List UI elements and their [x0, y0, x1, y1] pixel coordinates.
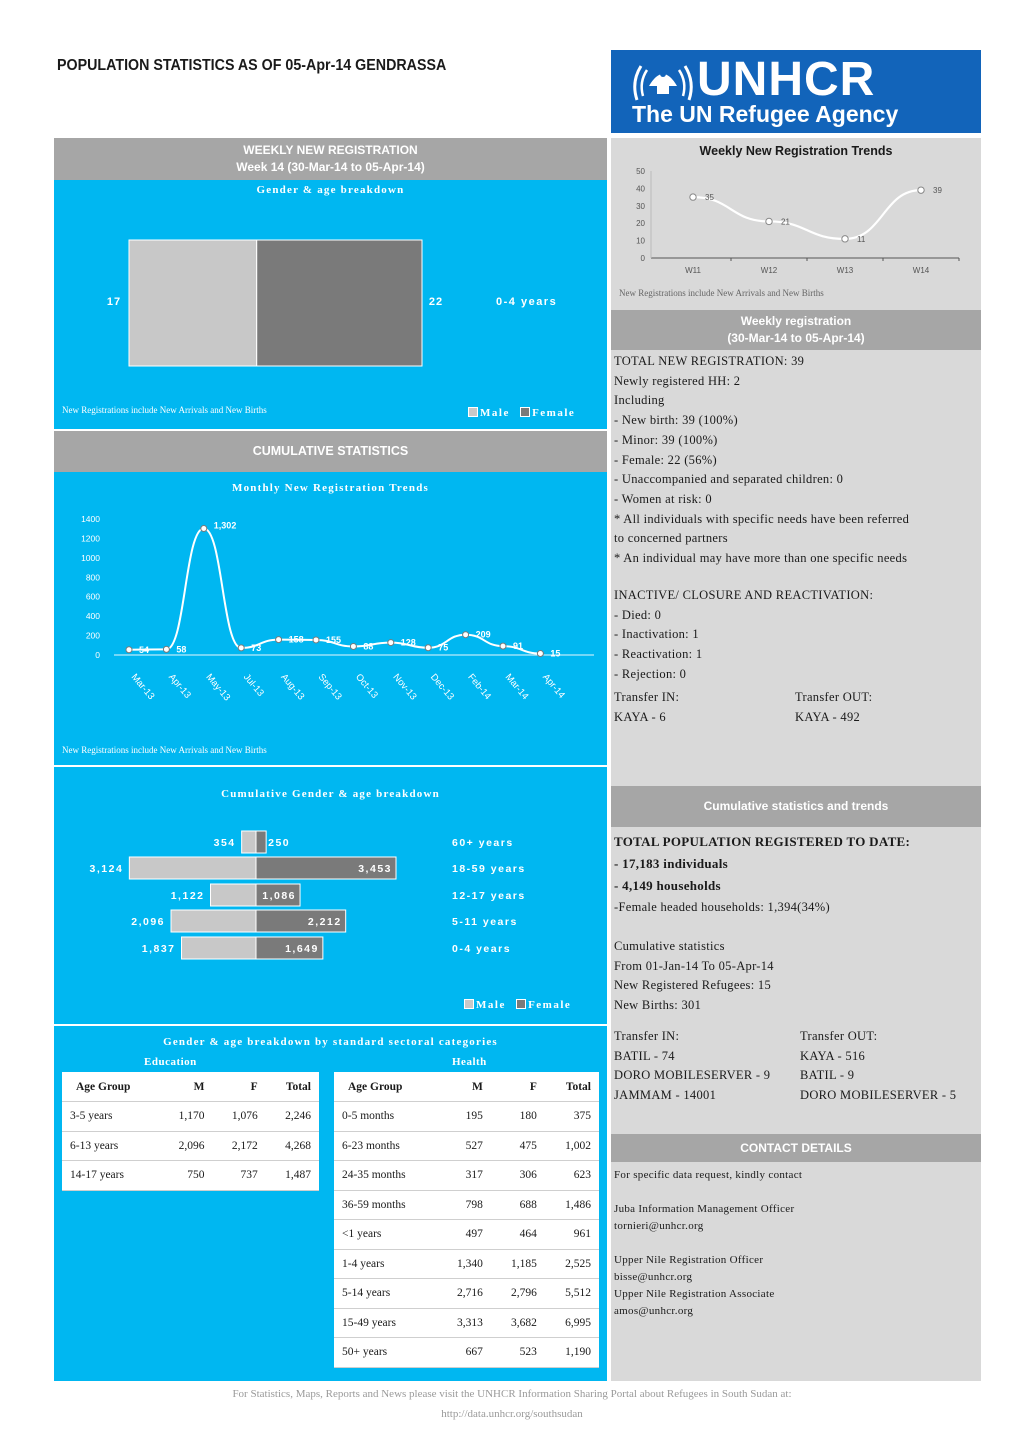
age-group-cell: 15-49 years [334, 1308, 437, 1338]
cumulative-statistics-header: CUMULATIVE STATISTICS [54, 431, 607, 472]
female-value-label: 250 [268, 837, 291, 849]
bar-male [211, 884, 256, 906]
male-cell: 527 [437, 1131, 491, 1161]
weekly-header-line2: Week 14 (30-Mar-14 to 05-Apr-14) [236, 160, 425, 174]
pyramid-legend-female-swatch [516, 999, 526, 1009]
total-population-line: TOTAL POPULATION REGISTERED TO DATE: [614, 834, 911, 849]
female-cell: 688 [491, 1190, 545, 1220]
total-cell: 2,525 [545, 1249, 599, 1279]
male-value-label: 354 [213, 837, 236, 849]
age-category-label: 18-59 years [452, 863, 526, 875]
table-row [334, 1102, 599, 1132]
footer [0, 1384, 1024, 1424]
weekly-gender-title: Gender & age breakdown [256, 184, 405, 196]
cumulative-transfer-out-line: KAYA - 516 [800, 1048, 866, 1063]
bar-female-0-4 [257, 240, 422, 366]
total-population-line: - 17,183 individuals [614, 856, 729, 871]
contact-line: Upper Nile Registration Associate [614, 1288, 775, 1300]
transfer-in-value: KAYA - 6 [614, 709, 666, 724]
male-cell: 497 [437, 1220, 491, 1250]
data-point [163, 646, 169, 652]
female-cell: 1,076 [212, 1102, 265, 1132]
education-label: Education [144, 1056, 197, 1068]
age-category-label: 0-4 years [452, 943, 512, 955]
male-cell: 798 [437, 1190, 491, 1220]
data-point [388, 640, 394, 646]
age-category-label: 12-17 years [452, 890, 526, 902]
table-row [334, 1220, 599, 1250]
x-tick-label: Nov-13 [390, 671, 419, 703]
y-tick-label: 800 [85, 572, 100, 583]
cumulative-gender-panel [54, 767, 607, 1024]
health-label: Health [452, 1056, 487, 1068]
female-cell: 475 [491, 1131, 545, 1161]
age-group-cell: 14-17 years [62, 1161, 159, 1191]
health-table [334, 1072, 599, 1368]
weekly-reg-line: Newly registered HH: 2 [614, 373, 741, 388]
x-tick-label: Dec-13 [427, 671, 457, 703]
transfer-out [795, 688, 872, 727]
education-header-row [62, 1072, 319, 1102]
table-row [334, 1161, 599, 1191]
y-tick-label: 30 [636, 201, 645, 211]
cumulative-line: Cumulative statistics [614, 939, 725, 953]
table-row [334, 1249, 599, 1279]
footer-link[interactable]: http://data.unhcr.org/southsudan [441, 1408, 583, 1420]
weekly-registration-header [54, 138, 607, 180]
age-group-cell: 5-14 years [334, 1279, 437, 1309]
transfer-out-value: KAYA - 492 [795, 709, 861, 724]
x-tick-label: Sep-13 [315, 671, 344, 703]
male-value-label: 1,122 [170, 890, 205, 902]
cumulative-details [614, 937, 980, 1016]
x-tick-label: W11 [685, 266, 701, 275]
legend-female-label: Female [532, 407, 576, 419]
data-label: 209 [475, 629, 491, 640]
data-point [425, 645, 431, 651]
contact-line: Upper Nile Registration Officer [614, 1254, 764, 1266]
contact-header: CONTACT DETAILS [611, 1134, 981, 1162]
cumulative-trends-header: Cumulative statistics and trends [611, 786, 981, 827]
weekly-reg-line: * An individual may have more than one specific needs [614, 551, 908, 566]
data-point [313, 637, 319, 643]
pyramid-legend-male-label: Male [476, 999, 506, 1011]
monthly-trend-chart [54, 472, 607, 765]
total-cell: 375 [545, 1102, 599, 1132]
age-group-cell: 24-35 months [334, 1161, 437, 1191]
female-value-label: 3,453 [358, 863, 392, 875]
contact-line [614, 1235, 980, 1252]
female-value-label: 2,212 [307, 916, 342, 928]
total-cell: 5,512 [545, 1279, 599, 1309]
table-row [62, 1161, 319, 1191]
data-label: 88 [363, 641, 374, 652]
weekly-reg-line: - New birth: 39 (100%) [614, 413, 738, 428]
age-group-cell: 6-13 years [62, 1131, 159, 1161]
total-cell: 1,487 [266, 1161, 319, 1191]
female-cell: 1,185 [491, 1249, 545, 1279]
sectoral-tables-panel [54, 1026, 607, 1381]
weekly-reg-line: - Women at risk: 0 [614, 491, 712, 506]
male-cell: 195 [437, 1102, 491, 1132]
female-cell: 306 [491, 1161, 545, 1191]
weekly-reg-header-line2: (30-Mar-14 to 05-Apr-14) [727, 331, 865, 345]
col-f: F [212, 1072, 265, 1102]
transfer-in [614, 688, 679, 727]
legend-male-swatch [468, 407, 478, 417]
total-cell: 1,190 [545, 1338, 599, 1368]
data-label: 35 [705, 193, 714, 203]
data-point [276, 637, 282, 643]
male-value-label: 3,124 [89, 863, 124, 875]
table-row [62, 1102, 319, 1132]
total-cell: 6,995 [545, 1308, 599, 1338]
total-cell: 2,246 [266, 1102, 319, 1132]
inactive-details [614, 586, 980, 685]
weekly-legend [468, 407, 575, 419]
x-tick-label: Mar-14 [502, 671, 531, 702]
contact-line: bisse@unhcr.org [614, 1271, 693, 1283]
y-tick-label: 400 [85, 611, 100, 622]
sectoral-title: Gender & age breakdown by standard sectoral categories [163, 1036, 498, 1048]
cumulative-transfer-in-line: BATIL - 74 [614, 1048, 675, 1063]
col-age-group: Age Group [62, 1072, 159, 1102]
female-value-label: 1,649 [285, 943, 319, 955]
x-tick-label: W13 [836, 266, 854, 275]
weekly-reg-details [614, 352, 980, 569]
pyramid-legend-male-swatch [464, 999, 474, 1009]
data-label: 54 [139, 644, 150, 655]
data-point [238, 645, 244, 651]
table-row [334, 1308, 599, 1338]
col-m: M [159, 1072, 212, 1102]
total-cell: 1,002 [545, 1131, 599, 1161]
y-tick-label: 600 [85, 591, 100, 602]
bar-female [256, 831, 266, 853]
education-table [62, 1072, 319, 1191]
data-point [918, 187, 924, 193]
cumulative-gender-title: Cumulative Gender & age breakdown [221, 788, 440, 800]
age-group-label: 0-4 years [496, 296, 558, 308]
weekly-note: New Registrations include New Arrivals and New Births [62, 405, 267, 415]
female-value-label: 1,086 [262, 890, 297, 902]
female-cell: 464 [491, 1220, 545, 1250]
y-tick-label: 200 [85, 630, 100, 641]
page-title: POPULATION STATISTICS AS OF 05-Apr-14 GENDRASSA [57, 57, 447, 74]
data-point [126, 647, 132, 653]
col-total: Total [266, 1072, 319, 1102]
x-tick-label: Apr-13 [166, 671, 193, 701]
bar-male [182, 937, 256, 959]
x-tick-label: Apr-14 [540, 671, 567, 701]
male-cell: 750 [159, 1161, 212, 1191]
weekly-gender-chart [54, 180, 607, 429]
data-label: 155 [326, 634, 342, 645]
unhcr-logo [611, 50, 981, 133]
weekly-reg-header [611, 310, 981, 350]
female-cell: 737 [212, 1161, 265, 1191]
monthly-note: New Registrations include New Arrivals and New Births [62, 745, 267, 755]
age-group-cell: 36-59 months [334, 1190, 437, 1220]
weekly-reg-line: Including [614, 393, 665, 408]
unhcr-emblem-icon [627, 56, 699, 104]
inactive-line: - Rejection: 0 [614, 666, 687, 681]
data-point [350, 643, 356, 649]
total-cell: 1,486 [545, 1190, 599, 1220]
female-headed-households: -Female headed households: 1,394(34%) [614, 900, 830, 914]
bar-male [171, 910, 256, 932]
data-label: 1,302 [213, 520, 237, 531]
table-row [334, 1190, 599, 1220]
contact-details [614, 1167, 980, 1320]
total-cell: 961 [545, 1220, 599, 1250]
inactive-line: INACTIVE/ CLOSURE AND REACTIVATION: [614, 588, 874, 602]
male-value-label: 1,837 [141, 943, 176, 955]
data-label: 21 [781, 217, 790, 227]
age-group-cell: 1-4 years [334, 1249, 437, 1279]
y-tick-label: 50 [636, 167, 645, 176]
inactive-line: - Inactivation: 1 [614, 627, 699, 642]
col-age-group: Age Group [334, 1072, 437, 1102]
pyramid-legend [464, 999, 571, 1011]
bar-male [242, 831, 256, 853]
weekly-reg-header-line1: Weekly registration [740, 314, 852, 328]
y-tick-label: 1400 [81, 514, 100, 524]
table-row [334, 1279, 599, 1309]
monthly-trend-panel [54, 472, 607, 765]
table-row [334, 1338, 599, 1368]
x-tick-label: May-13 [203, 671, 233, 704]
female-cell: 2,172 [212, 1131, 265, 1161]
inactive-line: - Reactivation: 1 [614, 647, 703, 662]
data-point [537, 651, 543, 657]
contact-line: tornieri@unhcr.org [614, 1220, 704, 1232]
cumulative-line: From 01-Jan-14 To 05-Apr-14 [614, 958, 774, 973]
male-cell: 1,340 [437, 1249, 491, 1279]
bar-male-0-4 [129, 240, 257, 366]
table-row [62, 1131, 319, 1161]
age-group-cell: 0-5 months [334, 1102, 437, 1132]
weekly-reg-line: - Unaccompanied and separated children: 0 [614, 472, 844, 487]
female-cell: 2,796 [491, 1279, 545, 1309]
data-label: 39 [933, 186, 942, 196]
data-label: 158 [288, 634, 304, 645]
health-header-row [334, 1072, 599, 1102]
female-cell: 180 [491, 1102, 545, 1132]
age-group-cell: 50+ years [334, 1338, 437, 1368]
data-label: 15 [550, 648, 561, 659]
table-row [334, 1131, 599, 1161]
data-label: 75 [438, 642, 449, 653]
logo-title: UNHCR [697, 53, 876, 106]
cumulative-line: New Registered Refugees: 15 [614, 978, 772, 993]
x-tick-label: W12 [760, 266, 778, 275]
legend-female-swatch [520, 407, 530, 417]
x-tick-label: Aug-13 [278, 671, 307, 703]
male-value-label: 2,096 [131, 916, 166, 928]
total-cell: 4,268 [266, 1131, 319, 1161]
weekly-trend-chart [611, 138, 981, 308]
footer-text: For Statistics, Maps, Reports and News please visit the UNHCR Information Sharing Portal about Refugees in South Sudan at: [232, 1388, 792, 1400]
y-tick-label: 0 [95, 650, 100, 660]
cumulative-line: New Births: 301 [614, 998, 702, 1013]
weekly-trend-line [693, 190, 921, 239]
cumulative-transfer-in-line: JAMMAM - 14001 [614, 1088, 717, 1103]
data-point [690, 194, 696, 200]
female-value-label: 22 [428, 296, 444, 308]
x-tick-label: W14 [912, 266, 930, 275]
total-population [614, 831, 980, 897]
weekly-reg-line: to concerned partners [614, 531, 728, 546]
cumulative-transfer-out [800, 1027, 956, 1106]
y-tick-label: 1000 [81, 552, 100, 563]
male-cell: 667 [437, 1338, 491, 1368]
data-point [842, 236, 848, 242]
col-f: F [491, 1072, 545, 1102]
cumulative-transfer-in [614, 1027, 770, 1106]
male-cell: 1,170 [159, 1102, 212, 1132]
cumulative-transfer-in-line: Transfer IN: [614, 1029, 680, 1043]
male-cell: 3,313 [437, 1308, 491, 1338]
y-tick-label: 40 [636, 184, 645, 194]
legend-male-label: Male [480, 407, 510, 419]
female-cell: 3,682 [491, 1308, 545, 1338]
col-m: M [437, 1072, 491, 1102]
bar-male [129, 857, 256, 879]
contact-line: Juba Information Management Officer [614, 1203, 795, 1215]
weekly-trend-title: Weekly New Registration Trends [699, 144, 893, 158]
age-category-label: 60+ years [452, 837, 514, 849]
y-tick-label: 10 [636, 236, 645, 246]
transfer-in-label: Transfer IN: [614, 690, 680, 704]
data-label: 73 [251, 642, 262, 653]
weekly-trend-note: New Registrations include New Arrivals and New Births [619, 288, 824, 298]
x-tick-label: Feb-14 [465, 671, 494, 702]
age-group-cell: 3-5 years [62, 1102, 159, 1132]
cumulative-transfer-out-line: DORO MOBILESERVER - 5 [800, 1088, 957, 1103]
contact-line: For specific data request, kindly contact [614, 1169, 803, 1181]
cumulative-transfer-out-line: BATIL - 9 [800, 1068, 855, 1083]
contact-line: amos@unhcr.org [614, 1305, 694, 1317]
total-cell: 623 [545, 1161, 599, 1191]
weekly-reg-line: - Minor: 39 (100%) [614, 432, 718, 447]
total-population-line: - 4,149 households [614, 878, 721, 893]
data-point [463, 632, 469, 638]
female-cell: 523 [491, 1338, 545, 1368]
weekly-reg-line: * All individuals with specific needs have been referred [614, 511, 910, 526]
data-label: 58 [176, 644, 187, 655]
data-point [201, 526, 207, 532]
x-tick-label: Jul-13 [240, 671, 266, 699]
x-tick-label: Oct-13 [353, 671, 380, 701]
weekly-reg-line: - Female: 22 (56%) [614, 452, 717, 467]
data-label: 91 [513, 641, 524, 652]
y-tick-label: 20 [636, 219, 645, 229]
data-point [500, 643, 506, 649]
male-cell: 2,716 [437, 1279, 491, 1309]
pyramid-legend-female-label: Female [528, 999, 572, 1011]
logo-subtitle: The UN Refugee Agency [632, 101, 899, 127]
age-category-label: 5-11 years [452, 916, 518, 928]
age-group-cell: 6-23 months [334, 1131, 437, 1161]
col-total: Total [545, 1072, 599, 1102]
monthly-trend-title: Monthly New Registration Trends [231, 482, 429, 494]
x-tick-label: Mar-13 [128, 671, 157, 702]
cumulative-transfer-in-line: DORO MOBILESERVER - 9 [614, 1068, 771, 1083]
inactive-line: - Died: 0 [614, 607, 662, 622]
y-tick-label: 1200 [81, 533, 100, 544]
weekly-gender-panel [54, 180, 607, 429]
cumulative-gender-chart [54, 767, 607, 1024]
transfer-out-label: Transfer OUT: [795, 690, 873, 704]
data-label: 128 [400, 637, 416, 648]
weekly-header-line1: WEEKLY NEW REGISTRATION [243, 143, 418, 157]
data-point [766, 218, 772, 224]
male-value-label: 17 [106, 296, 122, 308]
weekly-trend-panel [611, 138, 981, 308]
cumulative-transfer-out-line: Transfer OUT: [800, 1029, 878, 1043]
male-cell: 317 [437, 1161, 491, 1191]
contact-line [614, 1184, 980, 1201]
male-cell: 2,096 [159, 1131, 212, 1161]
y-tick-label: 0 [640, 254, 645, 263]
weekly-reg-line: TOTAL NEW REGISTRATION: 39 [614, 354, 805, 368]
age-group-cell: <1 years [334, 1220, 437, 1250]
data-label: 11 [857, 234, 866, 244]
